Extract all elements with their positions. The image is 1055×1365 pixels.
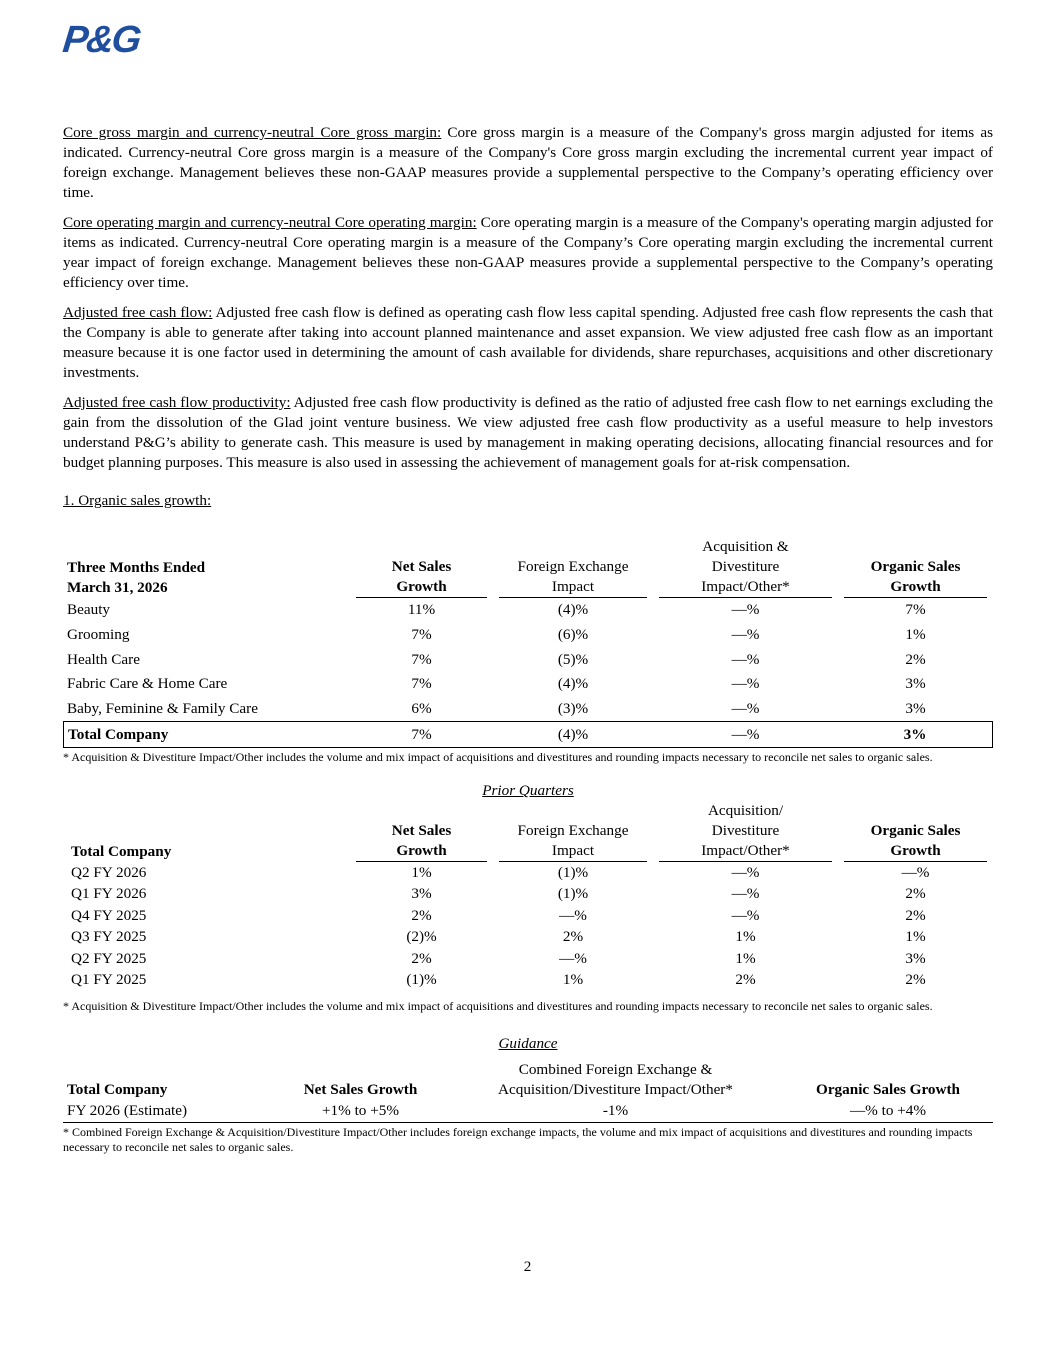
col-header-organic: Organic Sales Growth [838,801,993,862]
page-number: 2 [523,1258,532,1275]
pg-logo: P&G [60,19,142,61]
definition-core-operating-margin [63,213,993,293]
table-row: Q2 FY 2026 1% (1)% —% —% [71,863,930,881]
total-row: Total Company 7% (4)% —% 3% [63,721,993,748]
row-header: Total Company [67,1081,168,1099]
definition-term: Adjusted free cash flow: [63,304,213,321]
definition-term: Core gross margin and currency-neutral Core gross margin: [63,124,442,141]
table-row: FY 2026 (Estimate) +1% to +5% -1% —% to +4% [63,1100,993,1123]
col-header-net-sales: Net Sales Growth [303,1081,418,1099]
col-header-organic: Organic Sales Growth [816,1081,960,1099]
definition-term: Adjusted free cash flow productivity: [63,394,291,411]
footnote: * Acquisition & Divestiture Impact/Other includes the volume and mix impact of acquisitions and divestitures and rounding impacts necessary to reconcile net sales to organic sales. [63,750,933,765]
guidance-title: Guidance [498,1035,558,1053]
col-header-combined: Combined Foreign Exchange & Acquisition/Divestiture Impact/Other* [498,1061,733,1099]
table-row: Grooming 7% (6)% —% 1% [67,626,926,644]
definition-free-cash-flow-productivity [63,393,993,473]
table-row: Beauty 11% (4)% —% 7% [67,601,926,619]
col-header-fx: Foreign Exchange Impact [493,537,653,598]
col-header-net-sales: Net Sales Growth [350,537,493,598]
table-row: Baby, Feminine & Family Care 6% (3)% —% 3% [67,700,926,718]
table-header-row [63,537,993,598]
col-header-fx: Foreign Exchange Impact [493,801,653,862]
table-row: Q1 FY 2026 3% (1)% —% 2% [71,885,926,903]
table-row: Q3 FY 2025 (2)% 2% 1% 1% [71,928,926,946]
col-header-acq: Acquisition & Divestiture Impact/Other* [653,537,838,598]
table-row: Fabric Care & Home Care 7% (4)% —% 3% [67,675,926,693]
prior-quarters-title: Prior Quarters [482,782,574,800]
definition-term: Core operating margin and currency-neutral Core operating margin: [63,214,477,231]
row-header: Three Months Ended March 31, 2026 [67,559,206,596]
table-header-row [63,1060,993,1100]
col-header-organic: Organic Sales Growth [838,537,993,598]
footnote: * Combined Foreign Exchange & Acquisition/Divestiture Impact/Other includes foreign exchange impacts, the volume and mix impact of acquisitions and divestitures and rounding impacts necessary to reconcile net sales to organic sales. [63,1125,973,1155]
table-row: Q1 FY 2025 (1)% 1% 2% 2% [71,971,926,989]
page-content [63,123,993,1155]
definition-text: Adjusted free cash flow productivity is defined as the ratio of adjusted free cash flow to net earnings excluding the gain from the dissolution of the Glad joint venture business. We view adjusted free cash flow productivity as a useful measure to help investors understand P&G’s ability to generate cash. This measure is used by management in making operating decisions, allocating financial resources and for budget planning purposes. This measure is also used in assessing the achievement of management goals for at-risk compensation. [63,394,993,471]
table-header-row [63,801,993,862]
table-row: Health Care 7% (5)% —% 2% [67,650,926,668]
section-title: 1. Organic sales growth: [63,492,212,509]
table-row: Q4 FY 2025 2% —% —% 2% [71,906,926,924]
definition-core-gross-margin [63,123,993,203]
definition-adjusted-free-cash-flow [63,303,993,383]
organic-sales-table [63,537,993,748]
prior-quarters-table [63,801,993,991]
guidance-table [63,1060,993,1123]
definition-text: Adjusted free cash flow is defined as operating cash flow less capital spending. Adjusted free cash flow represents the cash that the Company is able to generate after taking into account planned maintenance and asset expansion. We view adjusted free cash flow as an important measure because it is one factor used in determining the amount of cash available for dividends, share repurchases, acquisitions and other discretionary investments. [63,304,993,381]
table-row: Q2 FY 2025 2% —% 1% 3% [71,949,926,967]
col-header-acq: Acquisition/ Divestiture Impact/Other* [653,801,838,862]
definition-text: Core gross margin is a measure of the Company's gross margin adjusted for items as indicated. Currency-neutral Core gross margin is a measure of the Company's Core gross margin excluding the incremental current year impact of foreign exchange. Management believes these non-GAAP measures provide a supplemental perspective to the Company’s operating efficiency over time. [63,124,993,201]
row-header: Total Company [71,843,172,861]
footnote: * Acquisition & Divestiture Impact/Other includes the volume and mix impact of acquisitions and divestitures and rounding impacts necessary to reconcile net sales to organic sales. [63,999,933,1014]
col-header-net-sales: Net Sales Growth [350,801,493,862]
definition-text: Core operating margin is a measure of the Company's operating margin adjusted for items as indicated. Currency-neutral Core operating margin is a measure of the Company’s Core operating margin excluding the incremental current year impact of foreign exchange. Management believes these non-GAAP measures provide a supplemental perspective to the Company’s operating efficiency over time. [63,214,994,291]
